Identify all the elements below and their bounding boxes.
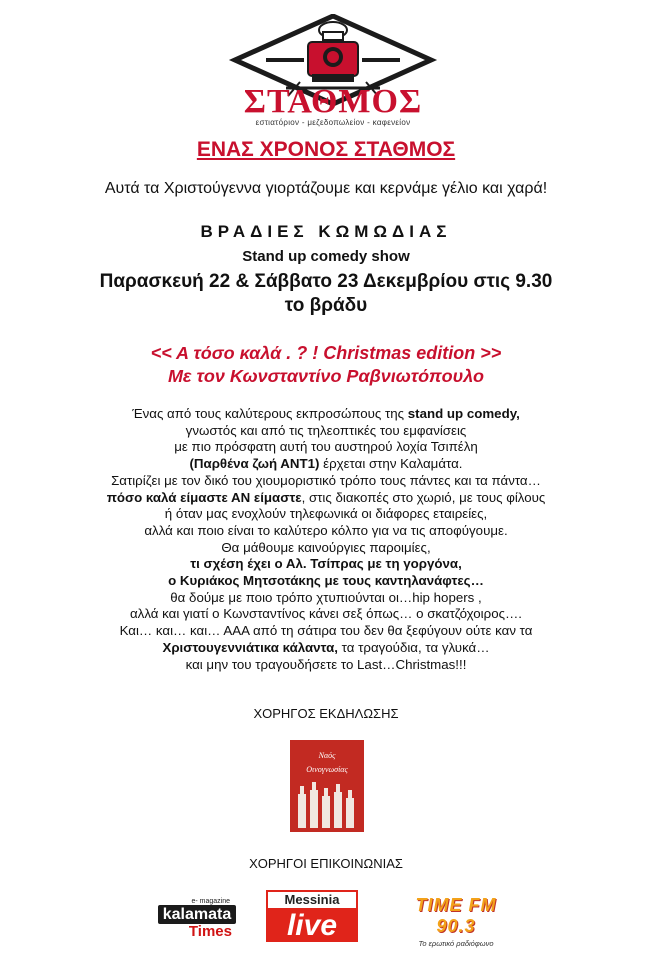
desc-line <box>0 490 652 507</box>
timefm-name: TIME FM 90.3 <box>415 895 497 936</box>
show-performer: Με τον Κωνσταντίνο Ραβνιωτόπουλο <box>167 366 485 386</box>
description <box>0 406 652 673</box>
desc-bold: τι σχέση έχει ο Αλ. Τσίπρας με τη γοργόνα, <box>190 556 462 572</box>
desc-line: γνωστός και από τις τηλεοπτικές του εμφανίσεις <box>185 422 467 438</box>
desc-text: , στις διακοπές στο χωριό, με τους φίλους <box>301 489 546 505</box>
desc-line: αλλά και γιατί ο Κωνσταντίνος κάνει σεξ όπως… ο σκατζόχοιρος…. <box>130 606 522 622</box>
show-title: << Α τόσο καλά . ? ! Christmas edition >> <box>150 343 502 363</box>
desc-line: Και… και… και… ΑΑΑ από τη σάτιρα του δεν θα ξεφύγουν ούτε καν τα <box>119 623 533 639</box>
desc-bold: stand up comedy, <box>407 406 520 421</box>
time-fm-logo <box>404 895 508 948</box>
sponsor-logo <box>290 740 364 832</box>
event-subtitle: Stand up comedy show <box>242 248 410 265</box>
sponsor-logo-bottom: Οινογνωσίας <box>306 765 348 774</box>
sponsor-logo-top: Ναός <box>318 751 336 760</box>
desc-line: και μην του τραγουδήσετε το Last…Christmas!!! <box>185 656 467 672</box>
media-sponsors-label: ΧΟΡΗΓΟΙ ΕΠΙΚΟΙΝΩΝΙΑΣ <box>249 856 403 871</box>
desc-line <box>0 456 652 473</box>
desc-bold: ο Κυριάκος Μητσοτάκης με τους καντηλανάφτες… <box>168 573 484 589</box>
desc-line <box>0 640 652 657</box>
brand-subtitle: εστιατόριον - μεζεδοπωλείον - καφενείον <box>255 118 411 127</box>
event-dates <box>0 270 652 318</box>
kalamata-name: kalamata <box>158 905 236 924</box>
kalamata-sub: Times <box>188 923 232 940</box>
wine-bottles-icon <box>290 740 364 832</box>
messinia-top: Messinia <box>266 890 358 910</box>
desc-line: θα δούμε με ποιο τρόπο χτυπιούνται οι…hip hopers , <box>170 589 482 605</box>
sponsor-label: ΧΟΡΗΓΟΣ ΕΚΔΗΛΩΣΗΣ <box>253 706 399 721</box>
desc-line: με πιο πρόσφατη αυτή του αυστηρού λοχία Τσιπέλη <box>174 439 478 455</box>
timefm-sub: Το ερωτικό ραδιόφωνο <box>418 939 494 948</box>
desc-line <box>0 406 652 423</box>
desc-bold: πόσο καλά είμαστε ΑΝ είμαστε <box>106 489 302 505</box>
tagline: Αυτά τα Χριστούγεννα γιορτάζουμε και κερνάμε γέλιο και χαρά! <box>104 180 548 197</box>
messinia-live-logo <box>266 890 358 942</box>
event-dates-line2: το βράδυ <box>284 295 368 316</box>
event-title: ΒΡΑΔΙΕΣ ΚΩΜΩΔΙΑΣ <box>200 222 452 241</box>
desc-text: έρχεται στην Καλαμάτα. <box>319 456 463 472</box>
brand-name: ΣΤΑΘΜΟΣ <box>243 83 423 120</box>
desc-line: Θα μάθουμε καινούργιες παροιμίες, <box>221 539 431 555</box>
desc-line: ή όταν μας ενοχλούν τηλεφωνικά οι διάφορες εταιρείες, <box>164 506 488 522</box>
desc-text: Ένας από τους καλύτερους εκπροσώπους της <box>132 406 408 421</box>
desc-line: Σατιρίζει με τον δικό του χιουμοριστικό τρόπο τους πάντες και τα πάντα… <box>111 472 541 488</box>
desc-bold: (Παρθένα ζωή ΑΝΤ1) <box>189 456 320 472</box>
event-dates-line1: Παρασκευή 22 & Σάββατο 23 Δεκεμβρίου στις 9.30 <box>99 271 553 292</box>
kalamata-tag: e- magazine <box>191 898 230 905</box>
headline: ΕΝΑΣ ΧΡΟΝΟΣ ΣΤΑΘΜΟΣ <box>196 138 456 161</box>
desc-line: αλλά και ποιο είναι το καλύτερο κόλπο για να τις αποφύγουμε. <box>144 522 508 538</box>
desc-text: τα τραγούδια, τα γλυκά… <box>337 639 490 655</box>
desc-line <box>0 573 652 590</box>
show-info <box>0 342 652 388</box>
desc-line <box>0 556 652 573</box>
messinia-bottom: live <box>286 909 338 942</box>
kalamata-times-logo <box>158 898 236 940</box>
desc-bold: Χριστουγεννιάτικα κάλαντα, <box>162 639 338 655</box>
